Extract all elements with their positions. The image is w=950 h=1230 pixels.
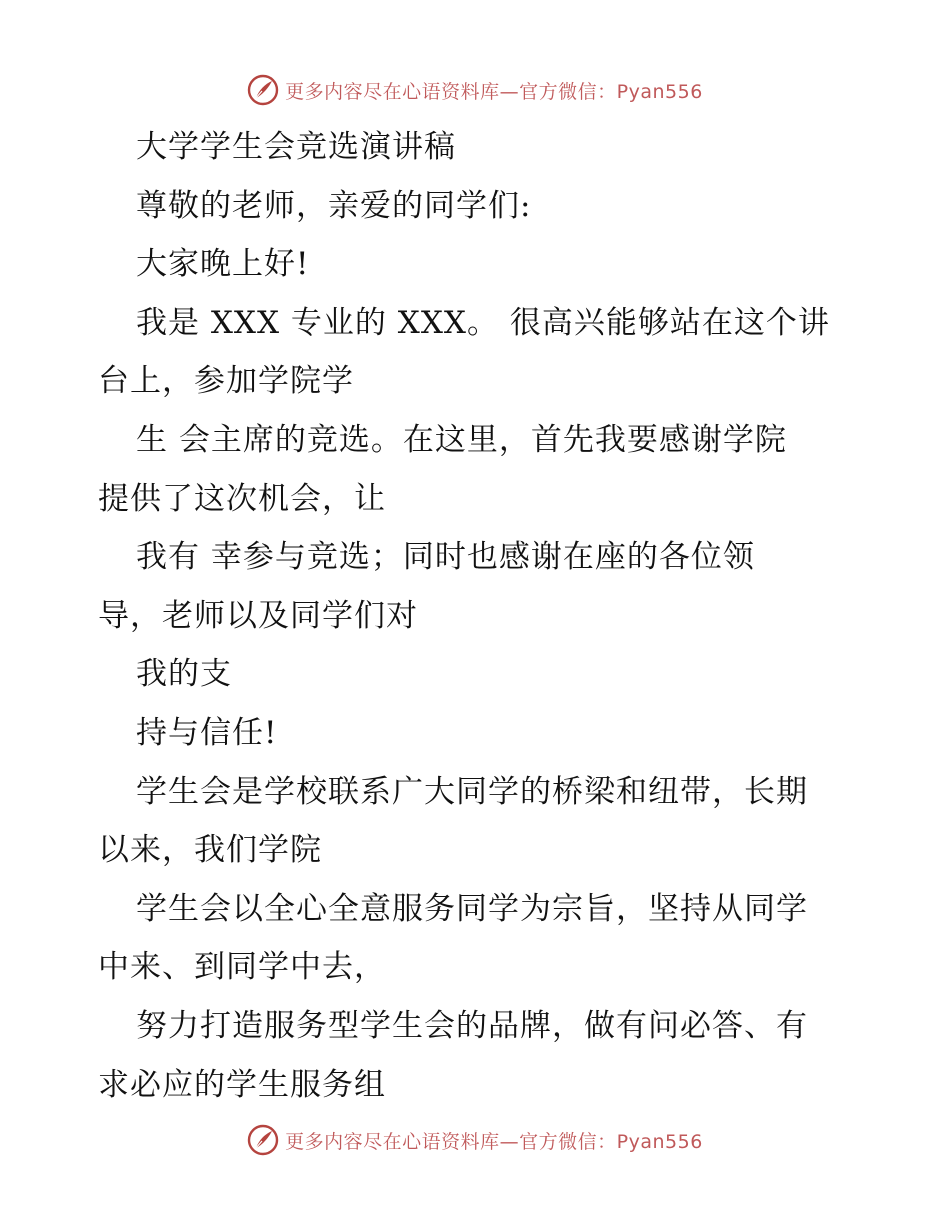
text-line: 大学学生会竞选演讲稿	[136, 129, 456, 165]
text-line: 我是 XXX 专业的 XXX。 很高兴能够站在这个讲	[136, 304, 830, 341]
text-line: 持与信任!	[136, 714, 278, 751]
text-line: 中来、到同学中去，	[98, 949, 386, 986]
text-line: 提供了这次机会，让	[98, 480, 386, 517]
banner-text: 更多内容尽在心语资料库—官方微信：Pyan556	[285, 80, 703, 103]
text-line: 尊敬的老师，亲爱的同学们:	[136, 187, 532, 224]
text-line: 大家晚上好!	[136, 246, 310, 283]
text-line: 台上，参加学院学	[98, 363, 354, 400]
text-line: 生 会主席的竞选。在这里，首先我要感谢学院	[136, 421, 787, 458]
text-line: 导，老师以及同学们对	[98, 597, 418, 634]
quill-logo-icon	[247, 1124, 279, 1156]
text-line: 努力打造服务型学生会的品牌，做有问必答、有	[136, 1007, 808, 1044]
text-line: 求必应的学生服务组	[98, 1066, 386, 1103]
text-line: 学生会以全心全意服务同学为宗旨，坚持从同学	[136, 890, 808, 927]
footer-banner	[0, 1120, 950, 1160]
quill-logo-icon	[247, 74, 279, 106]
banner-text: 更多内容尽在心语资料库—官方微信：Pyan556	[285, 1130, 703, 1153]
text-line: 以来，我们学院	[98, 832, 322, 869]
text-line: 我有 幸参与竞选；同时也感谢在座的各位领	[136, 539, 755, 576]
text-line: 我的支	[136, 656, 232, 693]
header-banner	[0, 70, 950, 110]
document-body	[98, 118, 858, 1114]
text-line: 学生会是学校联系广大同学的桥梁和纽带，长期	[136, 773, 808, 810]
